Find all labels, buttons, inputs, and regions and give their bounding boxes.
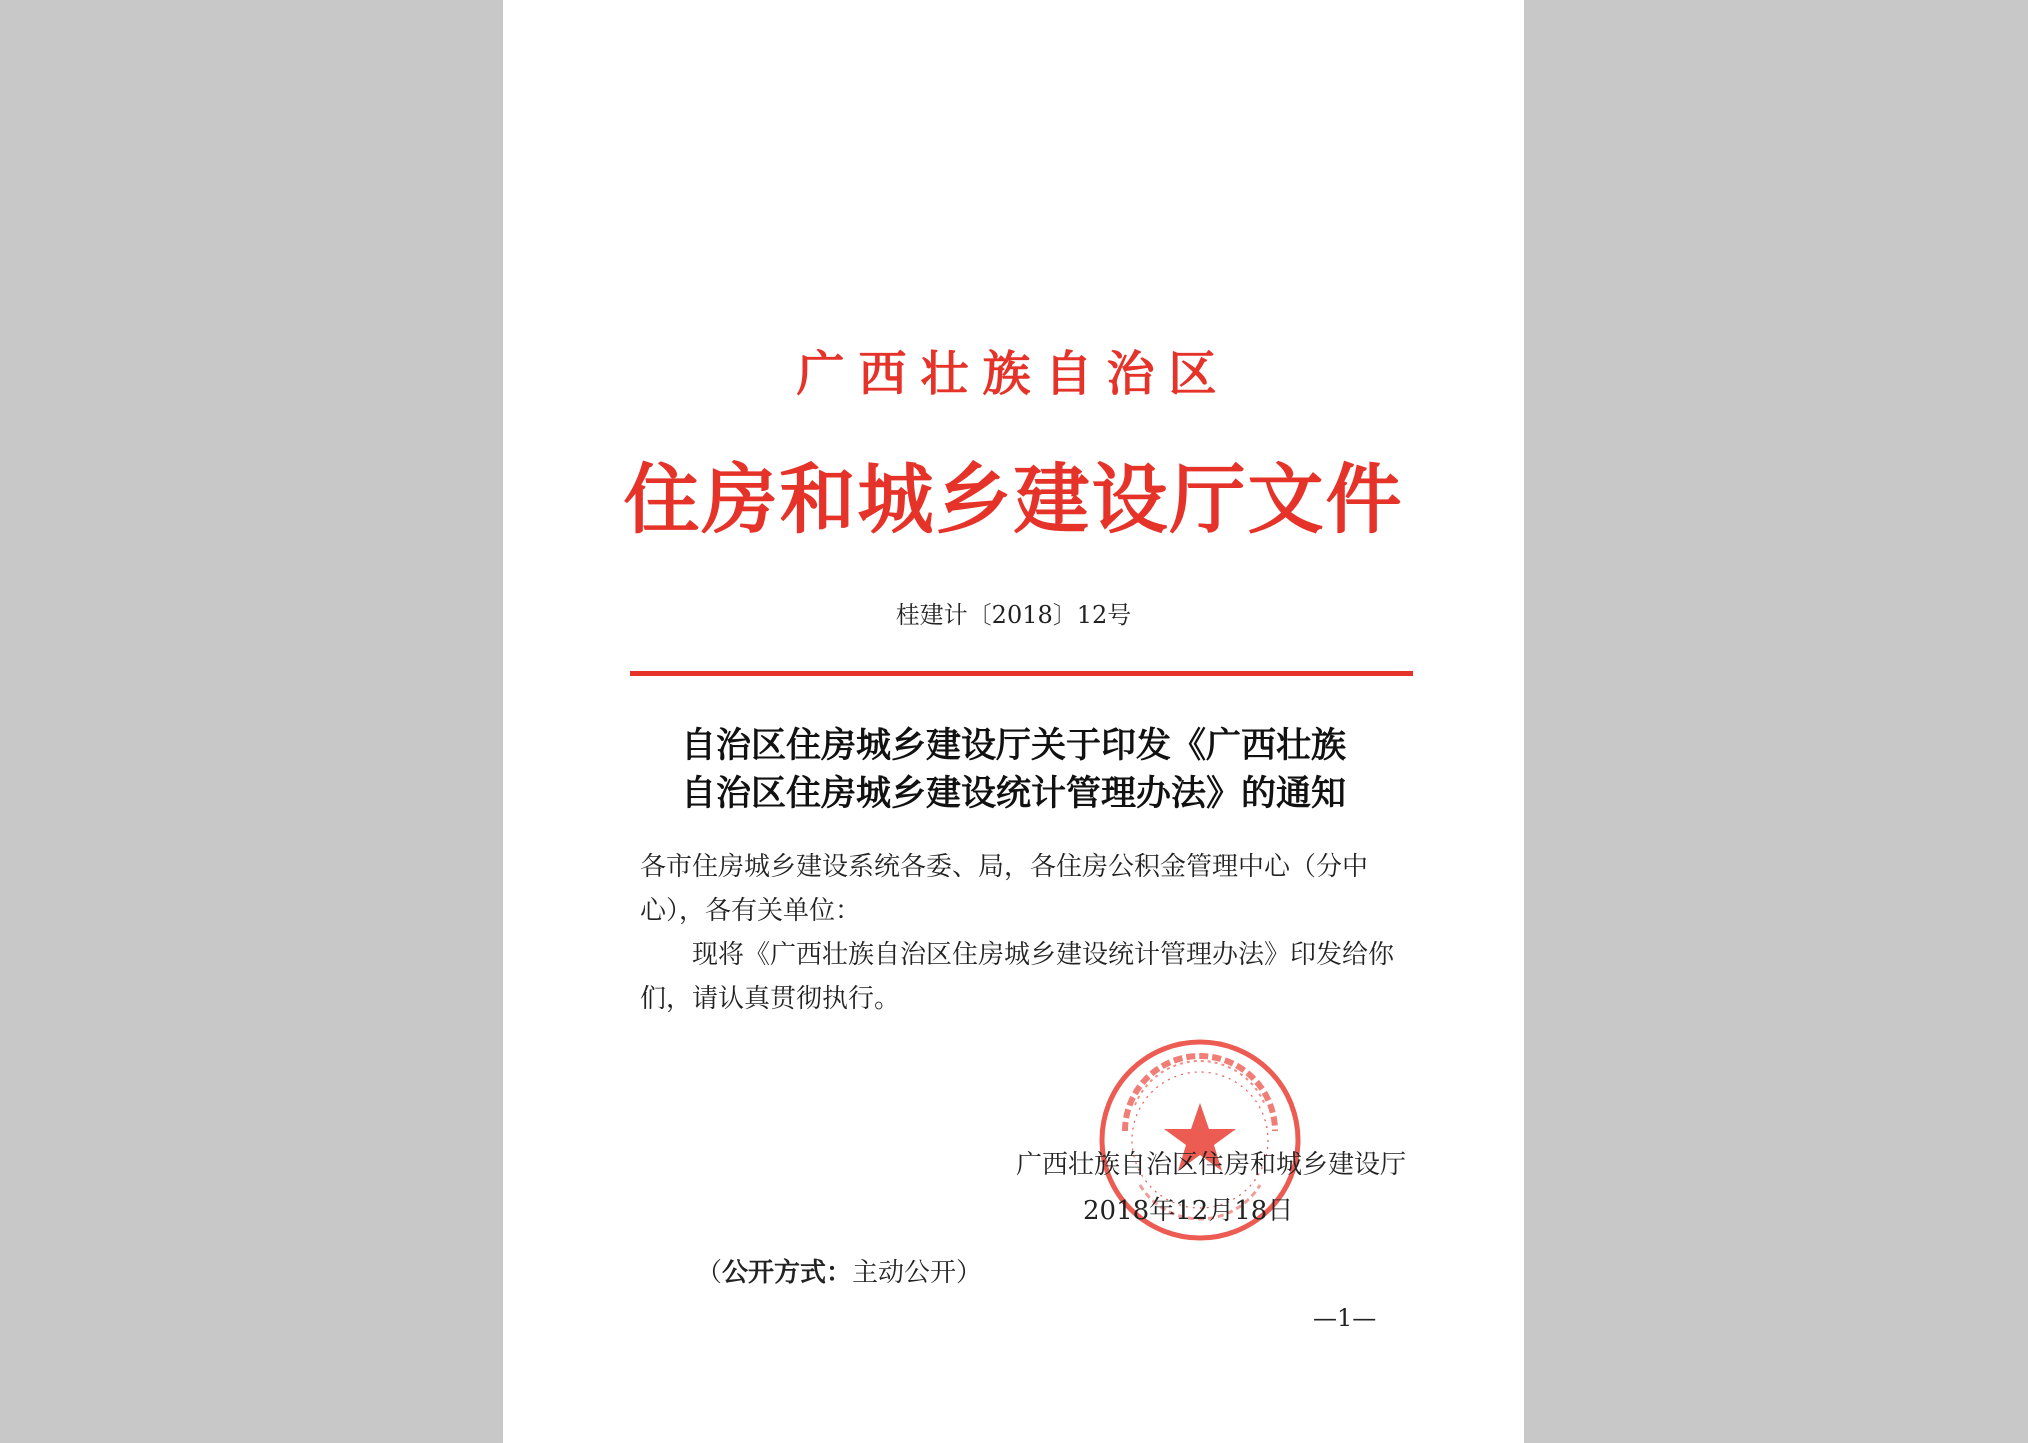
signing-date: 2018年12月18日 xyxy=(1083,1196,1294,1226)
page-number: —1— xyxy=(1313,1304,1377,1332)
red-divider xyxy=(630,671,1413,676)
document-title-line1: 自治区住房城乡建设厅关于印发《广西壮族 xyxy=(680,725,1346,766)
signing-authority: 广西壮族自治区住房和城乡建设厅 xyxy=(1015,1150,1406,1180)
issuer-name-line1: 广西壮族自治区 xyxy=(796,346,1231,402)
disclosure-method: （公开方式：主动公开） xyxy=(696,1258,983,1288)
document-page xyxy=(503,0,1524,1443)
disclosure-label: 公开方式： xyxy=(722,1258,853,1288)
document-body xyxy=(640,845,1415,1021)
disclosure-value: 主动公开 xyxy=(852,1258,957,1288)
body-paragraph: 现将《广西壮族自治区住房城乡建设统计管理办法》印发给你们，请认真贯彻执行。 xyxy=(640,940,1395,1014)
document-title-line2: 自治区住房城乡建设统计管理办法》的通知 xyxy=(680,773,1346,814)
issuer-name-line2: 住房和城乡建设厅文件 xyxy=(623,455,1404,544)
document-number: 桂建计〔2018〕12号 xyxy=(895,601,1132,629)
document-title xyxy=(503,722,1524,818)
salutation: 各市住房城乡建设系统各委、局，各住房公积金管理中心（分中心），各有关单位： xyxy=(640,852,1369,926)
